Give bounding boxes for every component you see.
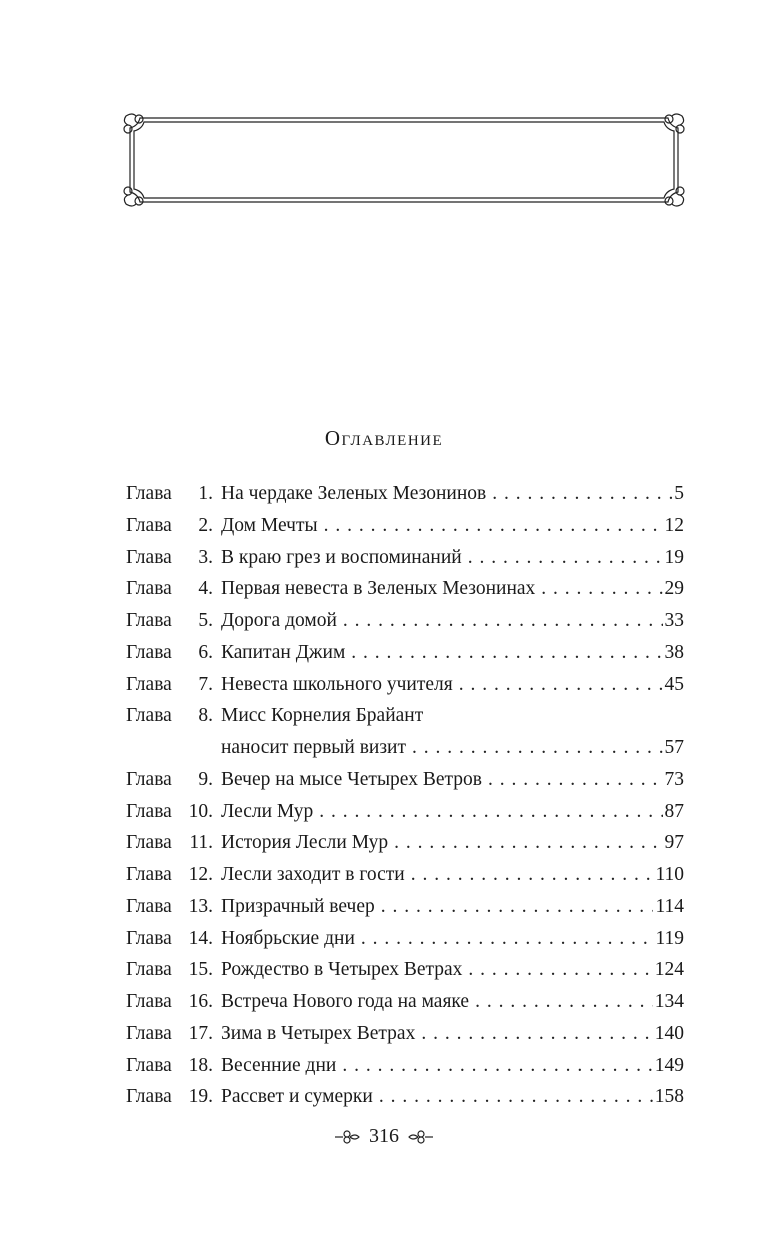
chapter-label: Глава (126, 1086, 172, 1108)
page-ref: 110 (655, 864, 684, 885)
chapter-label: Глава (126, 705, 172, 727)
page-ref: 45 (664, 673, 684, 695)
toc-entry[interactable] (126, 764, 684, 796)
toc-entry[interactable] (126, 669, 684, 701)
toc-entry[interactable] (126, 478, 684, 510)
chapter-number: 15. (188, 959, 213, 981)
chapter-label: Глава (126, 483, 172, 504)
page-ref: 114 (655, 895, 684, 917)
toc-entry[interactable] (126, 637, 684, 669)
page-ref: 158 (654, 1086, 684, 1108)
dot-leader (412, 732, 662, 764)
dot-leader (492, 478, 672, 510)
page-ref: 149 (654, 1054, 684, 1076)
dot-leader (343, 605, 663, 637)
page-ref: 140 (654, 1022, 684, 1044)
chapter-title: Рассвет и сумерки (221, 1086, 373, 1108)
page-ref: 73 (664, 768, 684, 790)
page-footer (0, 1125, 768, 1148)
chapter-number: 2. (198, 514, 213, 536)
page-ref: 119 (655, 927, 684, 949)
chapter-number: 6. (198, 641, 213, 663)
chapter-title: В краю грез и воспоминаний (221, 546, 462, 568)
chapter-number: 1. (198, 483, 213, 504)
dot-leader (319, 796, 662, 828)
chapter-number: 17. (188, 1022, 213, 1044)
dot-leader (411, 859, 654, 891)
flourish-right-icon (407, 1130, 435, 1144)
corner-scroll-icon (124, 114, 143, 133)
chapter-number: 13. (188, 895, 213, 917)
chapter-label: Глава (126, 768, 172, 790)
dot-leader (541, 573, 662, 605)
chapter-title: Встреча Нового года на маяке (221, 991, 470, 1012)
chapter-title: Лесли заходит в гости (221, 864, 405, 885)
dot-leader (379, 1081, 653, 1113)
page-ref: 33 (664, 610, 684, 631)
chapter-label: Глава (126, 864, 172, 885)
page-ref: 12 (664, 514, 684, 536)
page-ref: 29 (664, 578, 684, 600)
chapter-title: Зима в Четырех Ветрах (221, 1022, 416, 1044)
dot-leader (381, 891, 654, 923)
chapter-title: Призрачный вечер (221, 895, 375, 917)
chapter-label: Глава (126, 1054, 172, 1076)
toc-entry[interactable] (126, 891, 684, 923)
chapter-title: История Лесли Мур (221, 832, 389, 854)
toc-entry-continuation[interactable] (126, 732, 684, 764)
table-of-contents (126, 478, 684, 1113)
chapter-number: 4. (198, 578, 213, 600)
toc-entry[interactable] (126, 1081, 684, 1113)
toc-entry[interactable] (126, 510, 684, 542)
dot-leader (421, 1018, 652, 1050)
toc-entry[interactable] (126, 700, 684, 732)
chapter-number: 14. (188, 927, 213, 949)
chapter-label: Глава (126, 832, 172, 854)
chapter-title: Первая невеста в Зеленых Мезонинах (221, 578, 536, 600)
corner-scroll-icon (665, 187, 684, 206)
chapter-label: Глава (126, 578, 172, 600)
chapter-label: Глава (126, 1022, 172, 1044)
flourish-left-icon (333, 1130, 361, 1144)
chapter-title: Дом Мечты (221, 514, 318, 536)
chapter-label: Глава (126, 927, 172, 949)
chapter-title: Дорога домой (221, 610, 337, 631)
dot-leader (459, 669, 663, 701)
page-ref: 5 (674, 483, 684, 504)
chapter-label: Глава (126, 610, 172, 631)
toc-heading: Оглавление (324, 426, 444, 450)
toc-entry[interactable] (126, 796, 684, 828)
dot-leader (361, 923, 654, 955)
page-ref: 97 (664, 832, 684, 854)
chapter-title: Весенние дни (221, 1054, 337, 1076)
chapter-title: Рождество в Четырех Ветрах (221, 959, 463, 981)
corner-scroll-icon (665, 114, 684, 133)
toc-entry[interactable] (126, 605, 684, 637)
dot-leader (488, 764, 663, 796)
toc-entry[interactable] (126, 859, 684, 891)
toc-entry[interactable] (126, 1018, 684, 1050)
toc-entry[interactable] (126, 923, 684, 955)
page-ref: 124 (654, 959, 684, 981)
toc-entry[interactable] (126, 573, 684, 605)
toc-entry[interactable] (126, 542, 684, 574)
chapter-label: Глава (126, 514, 172, 536)
chapter-title: Вечер на мысе Четырех Ветров (221, 768, 482, 790)
dot-leader (394, 827, 662, 859)
chapter-label: Глава (126, 673, 172, 695)
chapter-number: 5. (198, 610, 213, 631)
chapter-title: На чердаке Зеленых Мезонинов (221, 483, 487, 504)
dot-leader (324, 510, 663, 542)
page-number: 316 (369, 1125, 399, 1147)
corner-scroll-icon (124, 187, 143, 206)
chapter-label: Глава (126, 800, 172, 822)
page-ref: 19 (664, 546, 684, 568)
dot-leader (342, 1050, 652, 1082)
chapter-number: 19. (188, 1086, 213, 1108)
chapter-label: Глава (126, 641, 172, 663)
chapter-number: 9. (198, 768, 213, 790)
page-ref: 134 (654, 991, 684, 1012)
page-ref: 38 (664, 641, 684, 663)
chapter-title: Капитан Джим (221, 641, 346, 663)
page-ref: 87 (664, 800, 684, 822)
toc-entry[interactable] (126, 954, 684, 986)
chapter-title: Ноябрьские дни (221, 927, 355, 949)
chapter-number: 10. (188, 800, 213, 822)
ornamental-frame (118, 112, 690, 208)
chapter-number: 3. (198, 546, 213, 568)
chapter-label: Глава (126, 546, 172, 568)
toc-entry[interactable] (126, 1050, 684, 1082)
chapter-label: Глава (126, 991, 172, 1012)
chapter-label: Глава (126, 895, 172, 917)
chapter-number: 11. (189, 832, 213, 854)
chapter-title: Лесли Мур (221, 800, 314, 822)
dot-leader (468, 954, 652, 986)
chapter-title: Мисс Корнелия Брайант (221, 705, 424, 727)
dot-leader (468, 542, 663, 574)
chapter-title-continuation: наносит первый визит (221, 737, 407, 758)
dot-leader (475, 986, 653, 1018)
chapter-title: Невеста школьного учителя (221, 673, 453, 695)
toc-entry[interactable] (126, 827, 684, 859)
chapter-number: 12. (188, 864, 213, 885)
chapter-label: Глава (126, 959, 172, 981)
chapter-number: 18. (188, 1054, 213, 1076)
toc-entry[interactable] (126, 986, 684, 1018)
chapter-number: 16. (188, 991, 213, 1012)
chapter-number: 7. (198, 673, 213, 695)
chapter-number: 8. (198, 705, 213, 727)
page-ref: 57 (664, 737, 684, 758)
dot-leader (351, 637, 662, 669)
